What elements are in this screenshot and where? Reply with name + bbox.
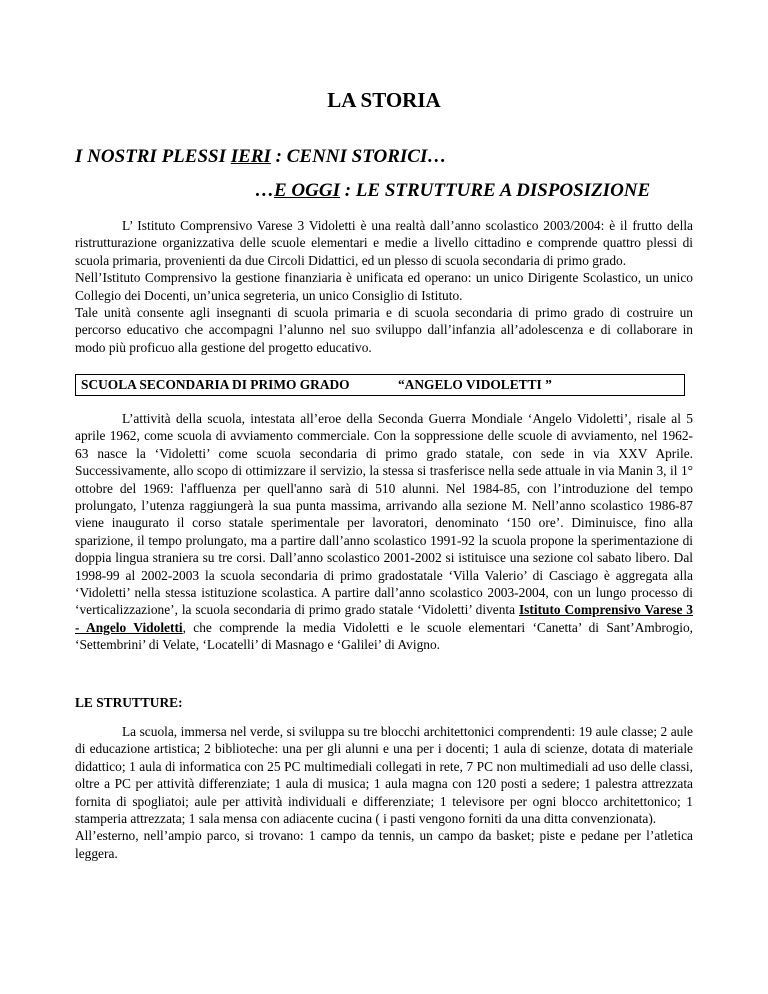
history-section [75, 410, 693, 654]
heading-oggi-post: : LE STRUTTURE A DISPOSIZIONE [339, 180, 651, 201]
heading-oggi-underlined: E OGGI [274, 180, 340, 201]
structures-paragraph-2: All’esterno, nell’ampio parco, si trovano: 1 campo da tennis, un campo da basket; piste e pedane per l’atletica leggera. [75, 828, 693, 861]
heading-ieri-post: : CENNI STORICI… [270, 146, 447, 167]
heading-ieri [75, 146, 446, 168]
intro-section [75, 217, 693, 356]
box-heading-school-type: SCUOLA SECONDARIA DI PRIMO GRADO [81, 377, 350, 392]
structures-heading: LE STRUTTURE: [75, 695, 183, 710]
heading-ieri-pre: I NOSTRI PLESSI [75, 146, 231, 167]
intro-paragraph-1: L’ Istituto Comprensivo Varese 3 Vidoletti è una realtà dall’anno scolastico 2003/2004: è il frutto della ristrutturazione organizzativa delle scuole elementari e medie a livello cittadino e comprende quattro plessi di scuola primaria, provenienti da due Circoli Didattici, ed un plesso di scuola secondaria di primo grado. [75, 218, 693, 268]
page-title: LA STORIA [327, 88, 441, 112]
box-heading-school-name: “ANGELO VIDOLETTI ” [398, 377, 552, 392]
history-text-2: , che comprende la media Vidoletti e le scuole elementari ‘Canetta’ di Sant’Ambrogio, ‘Settembrini’ di Velate, ‘Locatelli’ di Masnago e ‘Galilei’ di Avigno. [75, 619, 693, 653]
heading-ieri-underlined: IERI [230, 146, 271, 167]
structures-paragraph-1: La scuola, immersa nel verde, si sviluppa su tre blocchi architettonici comprendenti: 19 aule classe; 2 aule di educazione artistica; 2 biblioteche: una per gli alunni e una per i docenti; 1 aula di scienze, dotata di materiale didattico; 1 aula di informatica con 25 PC multimediali collegati in rete, 7 PC non multimediali ad uso delle classi, oltre a PC per attività differenziate; 1 aula di musica; 1 aula magna con 120 posti a sedere; 1 palestra attrezzata fornita di spogliatoi; aule per attività individuali e differenziate; 1 televisore per ogni blocco architettonico; 1 stamperia attrezzata; 1 sala mensa con adiacente cucina ( i pasti vengono forniti da una ditta convenzionata). [75, 724, 693, 827]
heading-oggi [255, 180, 650, 202]
history-bold-institute: Istituto Comprensivo Varese 3 - Angelo Vidoletti [75, 602, 693, 635]
history-paragraph [75, 410, 693, 654]
history-text-1: L’attività della scuola, intestata all’eroe della Seconda Guerra Mondiale ‘Angelo Vidoletti’, risale al 5 aprile 1962, come scuola di avviamento commerciale. Con la soppressione delle scuole di avviamento, nel 1962-63 nasce la ‘Vidoletti’ come scuola secondaria di primo grado statale, con sede in via XXV Aprile. Successivamente, allo scopo di ottimizzare il servizio, la stessa si trasferisce nella sede attuale in via Manin 3, il 1° ottobre del 1969: l'affluenza per quell'anno sarà di 510 alunni. Nel 1984-85, con l’introduzione del tempo prolungato, l’utenza raggiungerà la sua punta massima, arrivando alla sezione M. Nell’anno scolastico 1986-87 viene inaugurato il corso statale sperimentale per lavoratori, denominato ‘150 ore’. Diminuisce, fino alla sparizione, il tempo prolungato, ma a partire dall’anno scolastico 1991-92 la scuola propone la sperimentazione di doppia lingua straniera su tre corsi. Dall’anno scolastico 2001-2002 si istituisce una sezione col sabato libero. Dal 1998-99 al 2002-2003 la scuola secondaria di primo gradostatale ‘Villa Valerio’ di Casciago è aggregata alla ‘Vidoletti’ nella stessa istituzione scolastica. A partire dall’anno scolastico 2003-2004, con un lungo processo di ‘verticalizzazione’, la scuola secondaria di primo grado statale ‘Vidoletti’ diventa [75, 411, 693, 618]
structures-section [75, 723, 693, 862]
section-box-heading [75, 374, 685, 396]
intro-paragraph-3: Tale unità consente agli insegnanti di scuola primaria e di scuola secondaria di primo grado di costruire un percorso educativo che accompagni l’alunno nel suo sviluppo dall’infanzia all’adolescenza e di collaborare in modo più proficuo alla gestione del progetto educativo. [75, 305, 693, 355]
intro-paragraph-2: Nell’Istituto Comprensivo la gestione finanziaria è unificata ed operano: un unico Dirigente Scolastico, un unico Collegio dei Docenti, un’unica segreteria, un unico Consiglio di Istituto. [75, 270, 693, 303]
heading-oggi-pre: … [255, 180, 274, 201]
